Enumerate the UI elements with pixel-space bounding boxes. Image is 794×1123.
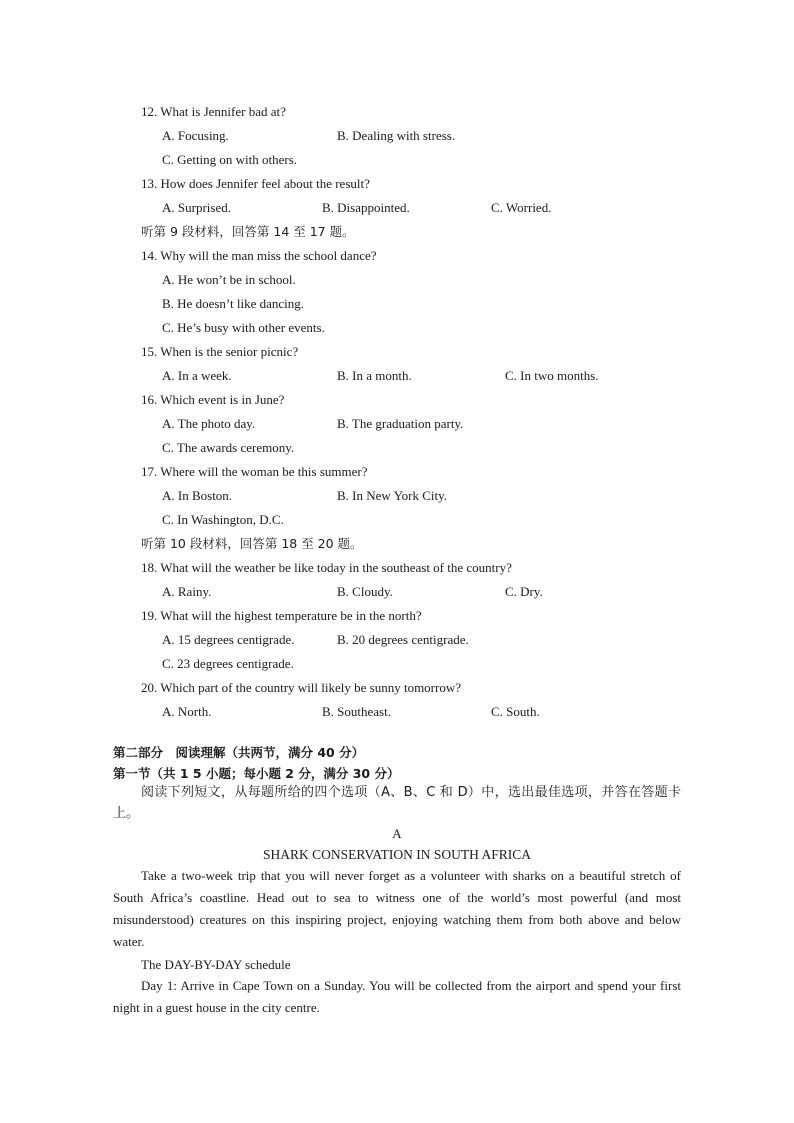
q13-option-b: B. Disappointed. — [322, 200, 410, 215]
question-18: 18. What will the weather be like today in the southeast of the country? — [141, 560, 512, 575]
q14-option-a: A. He won’t be in school. — [162, 272, 296, 287]
q12-option-c: C. Getting on with others. — [162, 152, 298, 167]
question-15: 15. When is the senior picnic? — [141, 344, 299, 359]
q20-option-b: B. Southeast. — [322, 704, 391, 719]
section-9-instruction: 听第 9 段材料，回答第 14 至 17 题。 — [141, 224, 355, 239]
section-10-instruction: 听第 10 段材料，回答第 18 至 20 题。 — [141, 536, 363, 551]
question-17: 17. Where will the woman be this summer? — [141, 464, 368, 479]
schedule-day-1: Day 1: Arrive in Cape Town on a Sunday. You will be collected from the airport and spend your first night in a guest house in the city centre. — [113, 978, 681, 1015]
schedule-label: The DAY-BY-DAY schedule — [141, 957, 291, 972]
passage-letter: A — [392, 826, 402, 841]
question-19: 19. What will the highest temperature be in the north? — [141, 608, 422, 623]
q15-option-c: C. In two months. — [505, 368, 599, 383]
q13-option-a: A. Surprised. — [162, 200, 231, 215]
question-14: 14. Why will the man miss the school dance? — [141, 248, 377, 263]
q17-option-a: A. In Boston. — [162, 488, 233, 503]
q19-option-c: C. 23 degrees centigrade. — [162, 656, 294, 671]
q13-option-c: C. Worried. — [491, 200, 552, 215]
q14-option-b: B. He doesn’t like dancing. — [162, 296, 305, 311]
q12-option-a: A. Focusing. — [162, 128, 229, 143]
part2-subheading: 第一节（共 1 5 小题；每小题 2 分，满分 30 分） — [113, 766, 400, 781]
q16-option-c: C. The awards ceremony. — [162, 440, 295, 455]
q18-option-c: C. Dry. — [505, 584, 543, 599]
q19-option-a: A. 15 degrees centigrade. — [162, 632, 295, 647]
q16-option-b: B. The graduation party. — [337, 416, 464, 431]
passage-title: SHARK CONSERVATION IN SOUTH AFRICA — [263, 847, 531, 862]
q17-option-c: C. In Washington, D.C. — [162, 512, 284, 527]
question-12: 12. What is Jennifer bad at? — [141, 104, 286, 119]
passage-paragraph-1: Take a two-week trip that you will never forget as a volunteer with sharks on a beautiful stretch of South Africa’s coastline. Head out to sea to witness one of the world’s most powerful (and most misunderstood) creatures on this inspiring project, enjoying watching them from both above and below water. — [113, 868, 681, 949]
question-20: 20. Which part of the country will likely be sunny tomorrow? — [141, 680, 461, 695]
part2-heading: 第二部分 阅读理解（共两节，满分 40 分） — [113, 745, 365, 760]
q17-option-b: B. In New York City. — [337, 488, 448, 503]
question-16: 16. Which event is in June? — [141, 392, 285, 407]
question-13: 13. How does Jennifer feel about the result? — [141, 176, 370, 191]
q18-option-a: A. Rainy. — [162, 584, 212, 599]
q12-option-b: B. Dealing with stress. — [337, 128, 456, 143]
q15-option-b: B. In a month. — [337, 368, 412, 383]
q18-option-b: B. Cloudy. — [337, 584, 393, 599]
q19-option-b: B. 20 degrees centigrade. — [337, 632, 469, 647]
q20-option-c: C. South. — [491, 704, 540, 719]
q15-option-a: A. In a week. — [162, 368, 232, 383]
q14-option-c: C. He’s busy with other events. — [162, 320, 325, 335]
part2-instruction: 阅读下列短文，从每题所给的四个选项（A、B、C 和 D）中，选出最佳选项，并答在答题卡上。 — [113, 785, 681, 821]
q20-option-a: A. North. — [162, 704, 212, 719]
q16-option-a: A. The photo day. — [162, 416, 256, 431]
